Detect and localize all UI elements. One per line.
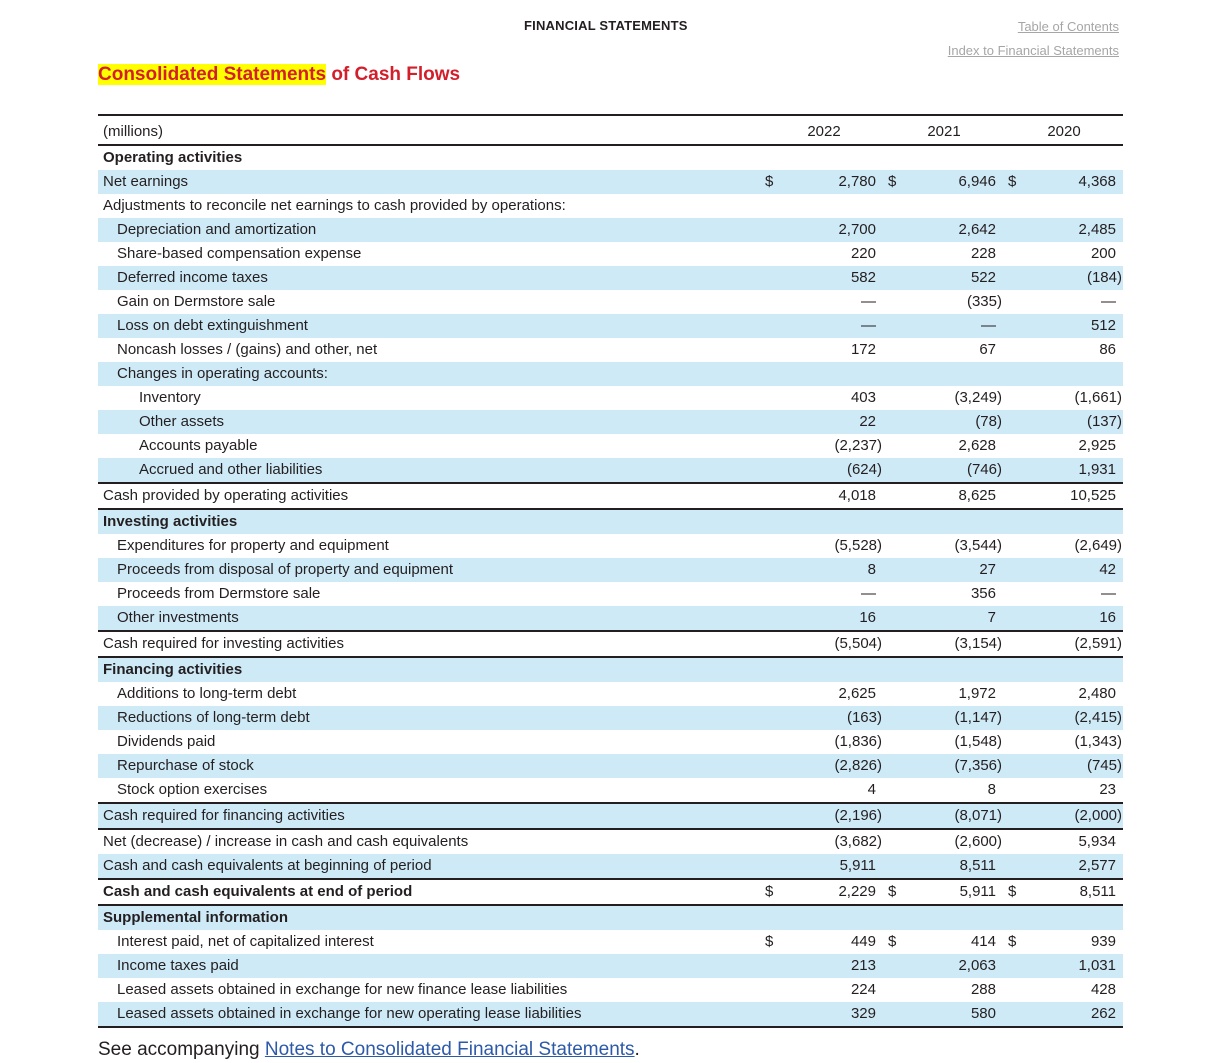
table-row xyxy=(98,290,1123,314)
value-2020: 2,925 xyxy=(1078,437,1116,454)
row-label: Gain on Dermstore sale xyxy=(117,293,276,310)
row-label: Investing activities xyxy=(103,513,238,530)
row-label: Cash provided by operating activities xyxy=(103,487,349,504)
row-label: Stock option exercises xyxy=(117,781,268,798)
value-2022: 2,625 xyxy=(838,685,876,702)
row-label: Net (decrease) / increase in cash and cash equivalents xyxy=(103,833,469,850)
table-row xyxy=(98,978,1123,1002)
row-label: Cash and cash equivalents at end of period xyxy=(103,883,413,900)
table-row xyxy=(98,170,1123,194)
value-2021: 27 xyxy=(979,561,996,578)
value-2022: (3,682) xyxy=(834,833,882,850)
table-row xyxy=(98,904,1123,930)
table-row xyxy=(98,338,1123,362)
value-2021: 8 xyxy=(987,781,996,798)
table-row xyxy=(98,146,1123,170)
unit-label: (millions) xyxy=(103,123,163,140)
value-2021: (1,147) xyxy=(954,709,1002,726)
table-row xyxy=(98,778,1123,802)
value-2021: 2,628 xyxy=(958,437,996,454)
value-2021: 6,946 xyxy=(958,173,996,190)
table-row xyxy=(98,706,1123,730)
table-row xyxy=(98,878,1123,904)
row-label: Supplemental information xyxy=(103,909,289,926)
value-2021: 414 xyxy=(970,933,996,950)
dollar-sign-2022: $ xyxy=(765,173,774,190)
table-row xyxy=(98,508,1123,534)
table-row xyxy=(98,266,1123,290)
table-row xyxy=(98,558,1123,582)
table-row xyxy=(98,386,1123,410)
value-2020: 86 xyxy=(1099,341,1116,358)
value-2020: 10,525 xyxy=(1070,487,1116,504)
table-row xyxy=(98,682,1123,706)
table-row xyxy=(98,458,1123,482)
dollar-sign-2020: $ xyxy=(1008,883,1017,900)
value-2020: 939 xyxy=(1090,933,1116,950)
value-2022: 220 xyxy=(850,245,876,262)
value-2022: 22 xyxy=(859,413,876,430)
table-row xyxy=(98,362,1123,386)
row-label: Depreciation and amortization xyxy=(117,221,317,238)
section-title: FINANCIAL STATEMENTS xyxy=(524,18,688,33)
value-2022: 5,911 xyxy=(839,857,876,874)
table-row xyxy=(98,656,1123,682)
statement-title-rest: of Cash Flows xyxy=(326,64,461,85)
value-2022: (2,826) xyxy=(834,757,882,774)
value-2020: (1,661) xyxy=(1074,389,1122,406)
value-2022: 213 xyxy=(850,957,876,974)
value-2022: 8 xyxy=(867,561,876,578)
value-2021: 8,625 xyxy=(958,487,996,504)
dollar-sign-2022: $ xyxy=(765,883,774,900)
table-row xyxy=(98,930,1123,954)
footnote xyxy=(98,1039,640,1061)
table-row xyxy=(98,410,1123,434)
row-label: Cash and cash equivalents at beginning of period xyxy=(103,857,432,874)
table-row xyxy=(98,582,1123,606)
value-2021: 2,063 xyxy=(958,957,996,974)
value-2022: 2,700 xyxy=(838,221,876,238)
value-2021: 580 xyxy=(970,1005,996,1022)
dollar-sign-2020: $ xyxy=(1008,173,1017,190)
row-label: Changes in operating accounts: xyxy=(117,365,328,382)
row-label: Loss on debt extinguishment xyxy=(117,317,308,334)
row-label: Repurchase of stock xyxy=(117,757,254,774)
row-label: Adjustments to reconcile net earnings to cash provided by operations: xyxy=(103,197,566,214)
value-2021: 5,911 xyxy=(959,883,996,900)
value-2020: (2,415) xyxy=(1074,709,1122,726)
table-row xyxy=(98,314,1123,338)
table-row xyxy=(98,242,1123,266)
table-row xyxy=(98,194,1123,218)
index-financial-statements-link[interactable]: Index to Financial Statements xyxy=(947,43,1119,58)
value-2021: (3,249) xyxy=(954,389,1002,406)
value-2021: (335) xyxy=(966,293,1002,310)
value-2020: (745) xyxy=(1086,757,1122,774)
value-2021: (8,071) xyxy=(954,807,1002,824)
dollar-sign-2022: $ xyxy=(765,933,774,950)
value-2020: — xyxy=(1101,293,1116,310)
value-2021: 67 xyxy=(979,341,996,358)
row-label: Cash required for financing activities xyxy=(103,807,345,824)
value-2020: (2,000) xyxy=(1074,807,1122,824)
row-label: Expenditures for property and equipment xyxy=(117,537,389,554)
value-2022: (1,836) xyxy=(834,733,882,750)
value-2022: 2,780 xyxy=(838,173,876,190)
row-label: Deferred income taxes xyxy=(117,269,268,286)
value-2022: (163) xyxy=(846,709,882,726)
value-2022: 2,229 xyxy=(838,883,876,900)
table-of-contents-link[interactable]: Table of Contents xyxy=(1017,19,1119,34)
footnote-suffix: . xyxy=(634,1039,640,1060)
table-row xyxy=(98,434,1123,458)
value-2020: — xyxy=(1101,585,1116,602)
value-2021: 1,972 xyxy=(958,685,996,702)
table-row xyxy=(98,1002,1123,1028)
dollar-sign-2021: $ xyxy=(888,173,897,190)
row-label: Inventory xyxy=(139,389,201,406)
value-2020: 262 xyxy=(1090,1005,1116,1022)
value-2021: — xyxy=(981,317,996,334)
table-row xyxy=(98,606,1123,630)
value-2022: (2,237) xyxy=(834,437,882,454)
statement-title xyxy=(98,64,460,86)
row-label: Cash required for investing activities xyxy=(103,635,344,652)
footnote-prefix: See accompanying xyxy=(98,1039,265,1060)
row-label: Net earnings xyxy=(103,173,189,190)
value-2020: 200 xyxy=(1090,245,1116,262)
value-2022: (624) xyxy=(846,461,882,478)
table-row xyxy=(98,730,1123,754)
year-header-2021: 2021 xyxy=(927,123,961,140)
value-2022: 582 xyxy=(850,269,876,286)
table-row xyxy=(98,854,1123,878)
year-header-2020: 2020 xyxy=(1047,123,1081,140)
value-2021: (1,548) xyxy=(954,733,1002,750)
value-2022: (5,528) xyxy=(834,537,882,554)
value-2020: 428 xyxy=(1090,981,1116,998)
value-2022: 4,018 xyxy=(838,487,876,504)
value-2021: 7 xyxy=(987,609,996,626)
row-label: Share-based compensation expense xyxy=(117,245,362,262)
value-2022: 224 xyxy=(850,981,876,998)
value-2022: 403 xyxy=(850,389,876,406)
row-label: Financing activities xyxy=(103,661,243,678)
value-2022: 4 xyxy=(867,781,876,798)
value-2020: (1,343) xyxy=(1074,733,1122,750)
value-2022: 16 xyxy=(859,609,876,626)
table-row xyxy=(98,754,1123,778)
value-2020: 23 xyxy=(1099,781,1116,798)
value-2020: (2,649) xyxy=(1074,537,1122,554)
row-label: Other investments xyxy=(117,609,239,626)
value-2022: (5,504) xyxy=(834,635,882,652)
value-2021: (3,154) xyxy=(954,635,1002,652)
table-row xyxy=(98,534,1123,558)
value-2020: (137) xyxy=(1086,413,1122,430)
value-2021: (7,356) xyxy=(954,757,1002,774)
value-2020: 1,931 xyxy=(1078,461,1116,478)
value-2021: (78) xyxy=(975,413,1002,430)
row-label: Income taxes paid xyxy=(117,957,239,974)
value-2022: — xyxy=(861,585,876,602)
row-label: Accounts payable xyxy=(139,437,258,454)
dollar-sign-2021: $ xyxy=(888,933,897,950)
value-2020: 1,031 xyxy=(1078,957,1116,974)
value-2021: (2,600) xyxy=(954,833,1002,850)
table-row xyxy=(98,802,1123,828)
value-2020: 512 xyxy=(1090,317,1116,334)
row-label: Dividends paid xyxy=(117,733,216,750)
row-label: Noncash losses / (gains) and other, net xyxy=(117,341,378,358)
value-2021: 228 xyxy=(970,245,996,262)
value-2020: (184) xyxy=(1086,269,1122,286)
value-2020: 2,480 xyxy=(1078,685,1116,702)
value-2021: 8,511 xyxy=(959,857,996,874)
table-row xyxy=(98,630,1123,656)
row-label: Leased assets obtained in exchange for new finance lease liabilities xyxy=(117,981,568,998)
table-row xyxy=(98,218,1123,242)
row-label: Leased assets obtained in exchange for new operating lease liabilities xyxy=(117,1005,582,1022)
value-2021: 522 xyxy=(970,269,996,286)
value-2021: 2,642 xyxy=(958,221,996,238)
row-label: Reductions of long-term debt xyxy=(117,709,310,726)
value-2021: 356 xyxy=(970,585,996,602)
value-2022: — xyxy=(861,293,876,310)
value-2021: (746) xyxy=(966,461,1002,478)
value-2020: 5,934 xyxy=(1078,833,1116,850)
value-2020: 2,485 xyxy=(1078,221,1116,238)
row-label: Operating activities xyxy=(103,149,243,166)
value-2021: 288 xyxy=(970,981,996,998)
row-label: Proceeds from disposal of property and equipment xyxy=(117,561,454,578)
table-row xyxy=(98,828,1123,854)
row-label: Proceeds from Dermstore sale xyxy=(117,585,321,602)
dollar-sign-2020: $ xyxy=(1008,933,1017,950)
value-2020: 2,577 xyxy=(1078,857,1116,874)
value-2022: 449 xyxy=(850,933,876,950)
table-header-row xyxy=(98,116,1123,146)
year-header-2022: 2022 xyxy=(807,123,841,140)
value-2021: (3,544) xyxy=(954,537,1002,554)
value-2020: 4,368 xyxy=(1078,173,1116,190)
value-2020: 42 xyxy=(1099,561,1116,578)
value-2022: — xyxy=(861,317,876,334)
value-2022: 172 xyxy=(850,341,876,358)
value-2022: 329 xyxy=(850,1005,876,1022)
row-label: Accrued and other liabilities xyxy=(139,461,323,478)
dollar-sign-2021: $ xyxy=(888,883,897,900)
row-label: Other assets xyxy=(139,413,225,430)
statement-title-highlighted: Consolidated Statements xyxy=(98,64,327,85)
value-2022: (2,196) xyxy=(834,807,882,824)
notes-link[interactable]: Notes to Consolidated Financial Statements xyxy=(264,1039,635,1060)
value-2020: 16 xyxy=(1099,609,1116,626)
table-row xyxy=(98,482,1123,508)
value-2020: (2,591) xyxy=(1074,635,1122,652)
table-row xyxy=(98,954,1123,978)
row-label: Additions to long-term debt xyxy=(117,685,297,702)
cash-flow-table xyxy=(98,114,1123,1028)
value-2020: 8,511 xyxy=(1079,883,1116,900)
row-label: Interest paid, net of capitalized interest xyxy=(117,933,374,950)
